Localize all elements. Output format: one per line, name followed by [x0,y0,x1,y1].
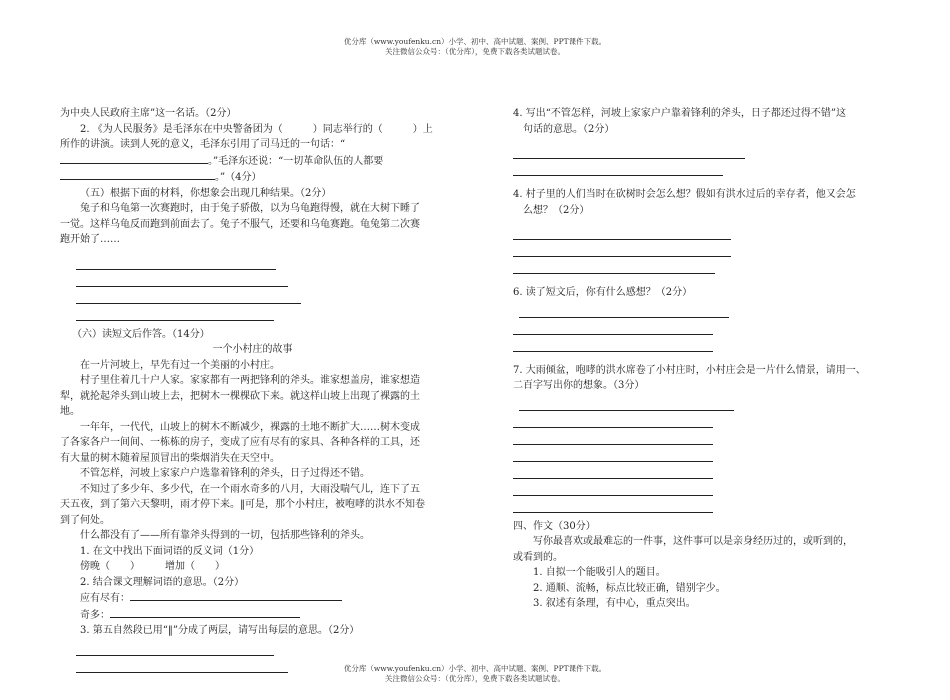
story-para: 到了何处。 [60,514,110,526]
answer-line[interactable] [513,263,715,274]
question-4: 句话的意思。（2分） [523,123,615,135]
section-5-title: （五）根据下面的材料，你想象会出现几种结果。（2分） [80,187,332,199]
section-5-para: 兔子和乌龟第一次赛跑时，由于兔子骄傲，以为乌龟跑得慢，就在大树下睡了 [80,203,420,214]
answer-line[interactable] [519,400,734,411]
question-4b: 4. 村子里的人们当时在砍树时会怎么想？假如有洪水过后的幸存者，他又会怎 [513,189,856,200]
answer-line[interactable] [76,645,274,656]
story-para: 什么都没有了——所有靠斧头得到的一切，包括那些锋利的斧头。 [80,530,370,541]
requirement-1: 1. 自拟一个能吸引人的题目。 [533,567,666,578]
answer-line[interactable] [513,485,713,496]
header-line-1: 优分库（www.youfenku.cn）小学、初中、高中试题、案例、PPT课件下载。 [343,37,607,46]
right-column [513,106,893,612]
story-para: 村子里住着几十户人家。家家都有一两把锋利的斧头。谁家想盖房，谁家想造 [80,375,420,386]
answer-line[interactable] [519,307,729,318]
footer-line-1: 优分库（www.youfenku.cn）小学、初中、高中试题、案例、PPT课件下载。 [343,664,607,673]
footer-line-2: 关注微信公众号：（优分库），免费下载各类试题试卷。 [385,674,565,683]
left-column [60,106,445,679]
answer-line[interactable] [76,259,276,270]
section-4-title: 四、作文（30分） [513,520,596,532]
q2-line-1: 2. 《为人民服务》是毛泽东在中央警备团为（ ）同志举行的（ ）上 [80,123,433,135]
question-4b: 么想？（2分） [523,204,590,216]
answer-blank[interactable] [130,590,342,601]
story-para: 天五夜，到了第六天黎明，雨才停下来。‖可是，那个小村庄，被咆哮的洪水不知卷 [60,499,425,510]
question-1-items: 傍晚（ ） 增加（ ） [80,561,225,572]
story-para: 一年年，一代代，山坡上的树木不断减少，裸露的土地不断扩大……树木变成 [80,421,420,433]
answer-blank[interactable] [60,153,208,164]
answer-line[interactable] [513,468,713,479]
question-2: 2. 结合课文理解词语的意思。（2分） [80,576,245,588]
question-3: 3. 第五自然段已用“‖”分成了两层，请写出每层的意思。（2分） [80,625,360,636]
story-para: 不管怎样，河坡上家家户户选靠着锋利的斧头，日子过得还不错。 [80,468,370,479]
answer-line[interactable] [513,434,713,445]
q2-line-4: 。”（4分） [60,169,445,186]
q2-line-3: 。”毛泽东还说：“一切革命队伍的人都要 [60,153,445,170]
requirement-3: 3. 叙述有条理，有中心，重点突出。 [533,598,696,609]
q2-line-2: 所作的讲演。读到人死的意义，毛泽东引用了司马迁的一句话：“ [60,139,346,150]
section-6-title: （六）读短文后作答。（14分） [72,328,210,340]
story-para: 在一片河坡上，早先有过一个美丽的小村庄。 [80,359,280,371]
answer-line[interactable] [513,165,723,176]
composition-prompt: 写你最喜欢或最难忘的一件事，这件事可以是亲身经历过的，或听到的， [533,536,853,547]
answer-line[interactable] [76,276,288,287]
story-para: 不知过了多少年、多少代，在一个雨水奇多的八月，大雨没喘气儿，连下了五 [80,483,420,495]
story-para: 地。 [60,406,80,417]
story-para: 了各家各户一间间、一栋栋的房子，变成了应有尽有的家具、各种各样的工具，还 [60,437,420,448]
answer-line[interactable] [513,229,731,240]
answer-line[interactable] [513,324,713,335]
header-line-2: 关注微信公众号：（优分库），免费下载各类试题试卷。 [385,47,565,56]
answer-line[interactable] [513,341,713,352]
answer-line[interactable] [513,417,713,428]
section-5-para: 一觉。这样乌龟反而跑到前面去了。兔子不服气，还要和乌龟赛跑。龟兔第二次赛 [60,218,420,230]
answer-line[interactable] [76,293,301,304]
answer-line[interactable] [513,502,713,513]
story-para: 有大量的树木随着屋顶冒出的柴烟消失在天空中。 [60,452,280,464]
q-continuation: 为中央人民政府主席”这一名话。（2分） [60,108,237,119]
answer-blank[interactable] [110,607,300,618]
question-7: 7. 大雨倾盆，咆哮的洪水席卷了小村庄时，小村庄会是一片什么情景，请用一、 [513,364,866,376]
answer-line[interactable] [513,246,731,257]
question-4: 4. 写出“不管怎样，河坡上家家户户靠着锋利的斧头，日子都还过得不错”这 [513,108,846,119]
story-para: 犁，就抡起斧头到山坡上去，把树木一棵棵砍下来。就这样山坡上出现了裸露的土 [60,390,420,402]
story-title: 一个小村庄的故事 [212,344,293,355]
section-5-para: 跑开始了…… [60,234,120,245]
answer-line[interactable] [76,310,274,321]
question-7: 二百字写出你的想象。（3分） [513,380,645,391]
page-header [0,37,950,57]
requirement-2: 2. 通顺、流畅，标点比较正确，错别字少。 [533,582,726,594]
question-1: 1. 在文中找出下面词语的反义词（1分） [80,545,260,557]
composition-prompt: 或看到的。 [513,551,563,563]
question-6: 6. 读了短文后，你有什么感想？（2分） [513,287,693,298]
answer-line[interactable] [513,451,713,462]
answer-blank[interactable] [60,169,215,180]
page-footer [0,664,950,684]
question-2-word-1: 应有尽有： [60,590,445,607]
question-2-word-2: 奇多： [60,607,445,624]
answer-line[interactable] [513,148,745,159]
